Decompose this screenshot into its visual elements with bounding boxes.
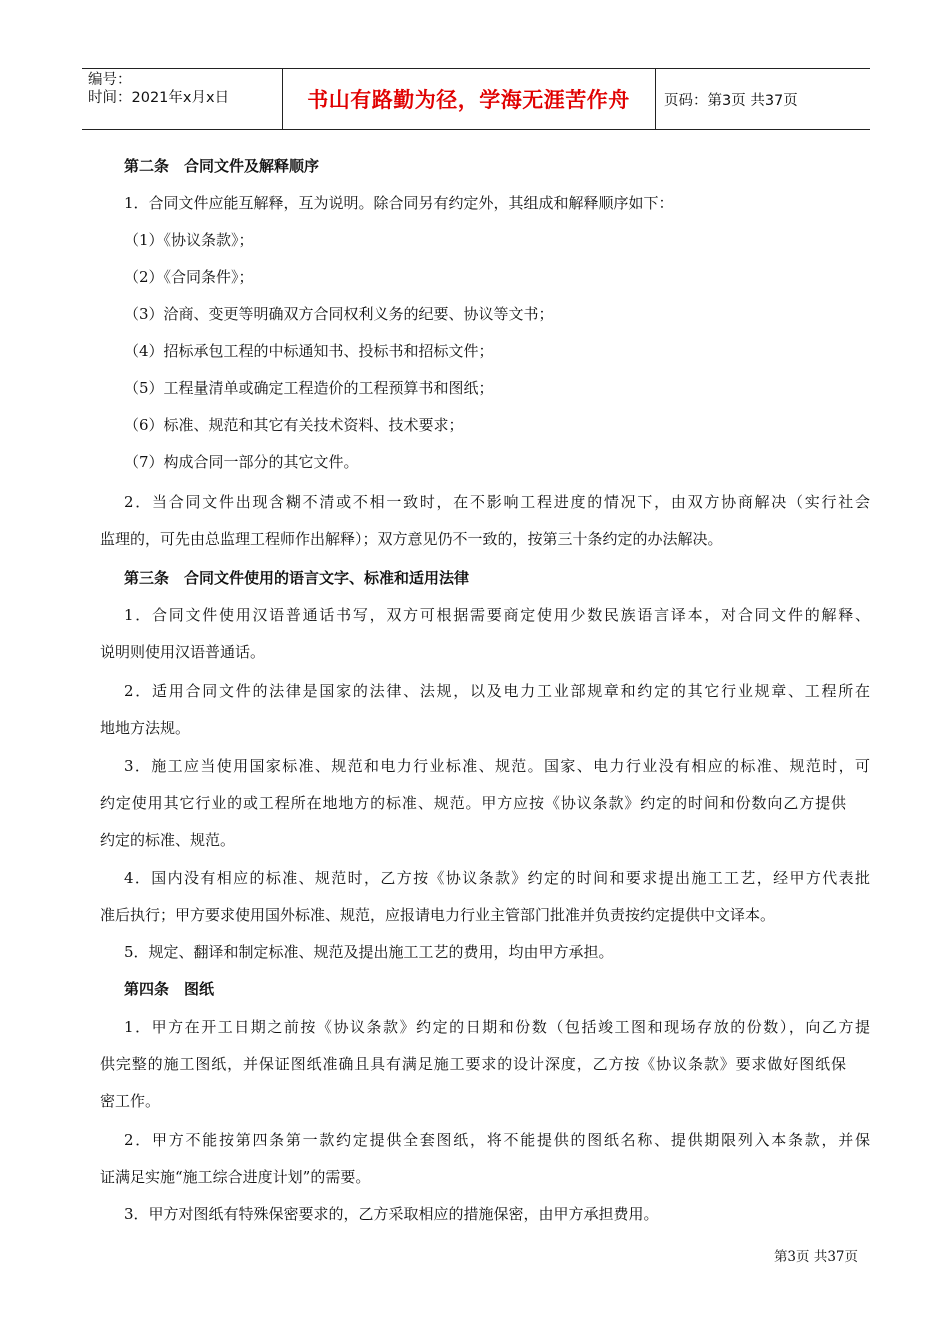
paragraph-continuation: 证满足实施“施工综合进度计划”的需要。 <box>100 1168 371 1186</box>
article-3-title: 第三条 合同文件使用的语言文字、标准和适用法律 <box>124 569 470 587</box>
paragraph: 3．施工应当使用国家标准、规范和电力行业标准、规范。国家、电力行业没有相应的标准、规范时，可 <box>124 757 870 775</box>
header-page-number: 页码：第3页 共37页 <box>664 92 798 109</box>
list-item: （6）标准、规范和其它有关技术资料、技术要求； <box>124 416 464 434</box>
header-meta <box>88 71 282 129</box>
article-4-title: 第四条 图纸 <box>124 980 215 998</box>
paragraph-continuation: 地地方法规。 <box>100 719 191 737</box>
paragraph-continuation: 供完整的施工图纸，并保证图纸准确且具有满足施工要求的设计深度，乙方按《协议条款》要求做好图纸保 <box>100 1055 846 1073</box>
paragraph: 5．规定、翻译和制定标准、规范及提出施工工艺的费用，均由甲方承担。 <box>124 943 614 961</box>
paragraph: 4．国内没有相应的标准、规范时，乙方按《协议条款》约定的时间和要求提出施工工艺，经甲方代表批 <box>124 869 870 887</box>
document-time: 时间：2021年x月x日 <box>88 90 230 106</box>
header-divider <box>655 69 656 129</box>
header-motto: 书山有路勤为径，学海无涯苦作舟 <box>307 88 630 112</box>
paragraph: 1．合同文件使用汉语普通话书写，双方可根据需要商定使用少数民族语言译本，对合同文件的解释、 <box>124 606 870 624</box>
paragraph: 2．适用合同文件的法律是国家的法律、法规，以及电力工业部规章和约定的其它行业规章、工程所在 <box>124 682 870 700</box>
paragraph-continuation: 监理的，可先由总监理工程师作出解释）；双方意见仍不一致的，按第三十条约定的办法解决。 <box>100 530 723 548</box>
paragraph: 2．当合同文件出现含糊不清或不相一致时，在不影响工程进度的情况下，由双方协商解决（实行社会 <box>124 493 870 511</box>
list-item: （7）构成合同一部分的其它文件。 <box>124 453 359 471</box>
list-item: （5）工程量清单或确定工程造价的工程预算书和图纸； <box>124 379 494 397</box>
paragraph-continuation: 密工作。 <box>100 1092 161 1110</box>
footer-page-number: 第3页 共37页 <box>773 1249 858 1265</box>
list-item: （1）《协议条款》； <box>124 231 254 249</box>
list-item: （3）洽商、变更等明确双方合同权利义务的纪要、协议等文书； <box>124 305 554 323</box>
paragraph-continuation: 约定使用其它行业的或工程所在地地方的标准、规范。甲方应按《协议条款》约定的时间和份数向乙方提供 <box>100 794 846 812</box>
paragraph: 2．甲方不能按第四条第一款约定提供全套图纸，将不能提供的图纸名称、提供期限列入本条款，并保 <box>124 1131 870 1149</box>
list-item: （2）《合同条件》； <box>124 268 254 286</box>
list-item: （4）招标承包工程的中标通知书、投标书和招标文件； <box>124 342 494 360</box>
header-table <box>82 68 870 130</box>
paragraph: 3．甲方对图纸有特殊保密要求的，乙方采取相应的措施保密，由甲方承担费用。 <box>124 1205 659 1223</box>
document-number: 编号： <box>88 72 132 88</box>
article-2-title: 第二条 合同文件及解释顺序 <box>124 157 320 175</box>
paragraph-continuation: 准后执行；甲方要求使用国外标准、规范，应报请电力行业主管部门批准并负责按约定提供中文译本。 <box>100 906 776 924</box>
paragraph: 1．合同文件应能互解释，互为说明。除合同另有约定外，其组成和解释顺序如下： <box>124 194 674 212</box>
paragraph-continuation: 说明则使用汉语普通话。 <box>100 643 266 661</box>
paragraph: 1．甲方在开工日期之前按《协议条款》约定的日期和份数（包括竣工图和现场存放的份数），向乙方提 <box>124 1018 870 1036</box>
paragraph-continuation: 约定的标准、规范。 <box>100 831 236 849</box>
